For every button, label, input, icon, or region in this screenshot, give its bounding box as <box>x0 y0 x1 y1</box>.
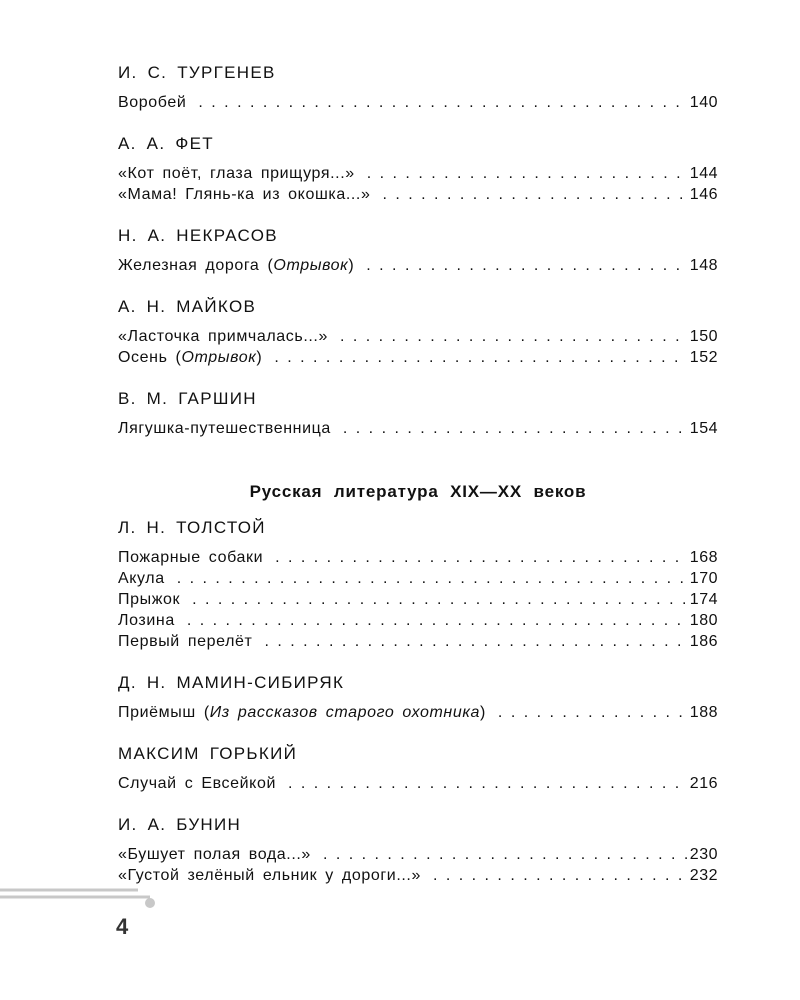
entry-page-number: 188 <box>689 704 718 721</box>
toc-entry <box>118 844 718 865</box>
dot-leader <box>343 418 688 439</box>
toc-entry <box>118 418 718 439</box>
dot-leader <box>367 163 688 184</box>
author-block <box>118 62 718 113</box>
entry-page-number: 170 <box>689 570 718 587</box>
entry-title: Прыжок <box>118 591 181 608</box>
toc-entry <box>118 865 718 886</box>
entry-title-text: Осень ( <box>118 349 182 366</box>
dot-leader <box>192 589 688 610</box>
entry-title: «Ласточка примчалась...» <box>118 328 328 345</box>
entry-title: Первый перелёт <box>118 633 253 650</box>
dot-leader <box>288 773 688 794</box>
toc-entry <box>118 547 718 568</box>
author-name: А. Н. МАЙКОВ <box>118 297 257 316</box>
entry-title: Акула <box>118 570 165 587</box>
dot-leader <box>498 702 688 723</box>
dot-leader <box>198 92 687 113</box>
toc-entry <box>118 568 718 589</box>
toc-entry <box>118 326 718 347</box>
entry-title-italic: Отрывок <box>181 349 257 366</box>
entry-title: «Бушует полая вода...» <box>118 846 311 863</box>
table-of-contents <box>118 62 718 906</box>
toc-entry <box>118 773 718 794</box>
entry-title-italic: Отрывок <box>273 257 349 274</box>
entry-page-number: 180 <box>689 612 718 629</box>
dot-leader <box>382 184 687 205</box>
entry-page-number: 154 <box>689 420 718 437</box>
entry-title-text: Железная дорога ( <box>118 257 274 274</box>
dot-leader <box>274 347 687 368</box>
dot-leader <box>177 568 688 589</box>
entry-page-number: 144 <box>689 165 718 182</box>
entry-title-text: ) <box>479 704 486 721</box>
entry-title: Лозина <box>118 612 175 629</box>
author-name: Д. Н. МАМИН-СИБИРЯК <box>118 673 345 692</box>
toc-entry <box>118 589 718 610</box>
entry-page-number: 232 <box>689 867 718 884</box>
entry-title: «Густой зелёный ельник у дороги...» <box>118 867 421 884</box>
author-name: Л. Н. ТОЛСТОЙ <box>118 518 266 537</box>
dot-leader <box>264 631 687 652</box>
toc-entry <box>118 255 718 276</box>
author-block <box>118 296 718 368</box>
dot-leader <box>323 844 688 865</box>
dot-leader <box>187 610 688 631</box>
dot-leader <box>340 326 688 347</box>
author-name: В. М. ГАРШИН <box>118 389 257 408</box>
toc-group-2 <box>118 517 718 886</box>
entry-page-number: 168 <box>689 549 718 566</box>
entry-title <box>118 702 486 723</box>
section-heading: Русская литература XIX—XX веков <box>249 482 587 501</box>
toc-entry <box>118 184 718 205</box>
entry-title-italic: Из рассказов старого охотника <box>209 704 480 721</box>
toc-entry <box>118 92 718 113</box>
entry-title: Случай с Евсейкой <box>118 775 276 792</box>
author-name: МАКСИМ ГОРЬКИЙ <box>118 744 298 763</box>
dot-leader <box>366 255 688 276</box>
entry-title-text: ) <box>348 257 355 274</box>
author-block <box>118 814 718 886</box>
entry-page-number: 186 <box>689 633 718 650</box>
entry-title: Воробей <box>118 94 187 111</box>
author-block <box>118 225 718 276</box>
entry-title <box>118 255 354 276</box>
toc-group-1 <box>118 62 718 439</box>
entry-title-text: ) <box>256 349 263 366</box>
toc-entry <box>118 347 718 368</box>
entry-page-number: 152 <box>689 349 718 366</box>
entry-title: Лягушка-путешественница <box>118 420 331 437</box>
toc-entry <box>118 702 718 723</box>
entry-title: «Мама! Глянь-ка из окошка...» <box>118 186 371 203</box>
author-block <box>118 133 718 205</box>
author-block <box>118 743 718 794</box>
author-block <box>118 672 718 723</box>
entry-title-text: Приёмыш ( <box>118 704 210 721</box>
entry-title: Пожарные собаки <box>118 549 264 566</box>
author-name: И. С. ТУРГЕНЕВ <box>118 63 276 82</box>
dot-leader <box>433 865 688 886</box>
entry-page-number: 230 <box>689 846 718 863</box>
page-number: 4 <box>116 914 129 939</box>
entry-page-number: 150 <box>689 328 718 345</box>
author-block <box>118 388 718 439</box>
entry-page-number: 140 <box>689 94 718 111</box>
toc-entry <box>118 631 718 652</box>
entry-title: «Кот поёт, глаза прищуря...» <box>118 165 355 182</box>
footer-decoration <box>0 884 160 914</box>
entry-page-number: 174 <box>689 591 718 608</box>
entry-page-number: 216 <box>689 775 718 792</box>
entry-page-number: 146 <box>689 186 718 203</box>
entry-title <box>118 347 262 368</box>
author-name: Н. А. НЕКРАСОВ <box>118 226 278 245</box>
dot-leader <box>275 547 688 568</box>
toc-entry <box>118 610 718 631</box>
author-name: А. А. ФЕТ <box>118 134 214 153</box>
author-name: И. А. БУНИН <box>118 815 242 834</box>
toc-entry <box>118 163 718 184</box>
entry-page-number: 148 <box>689 257 718 274</box>
author-block <box>118 517 718 652</box>
